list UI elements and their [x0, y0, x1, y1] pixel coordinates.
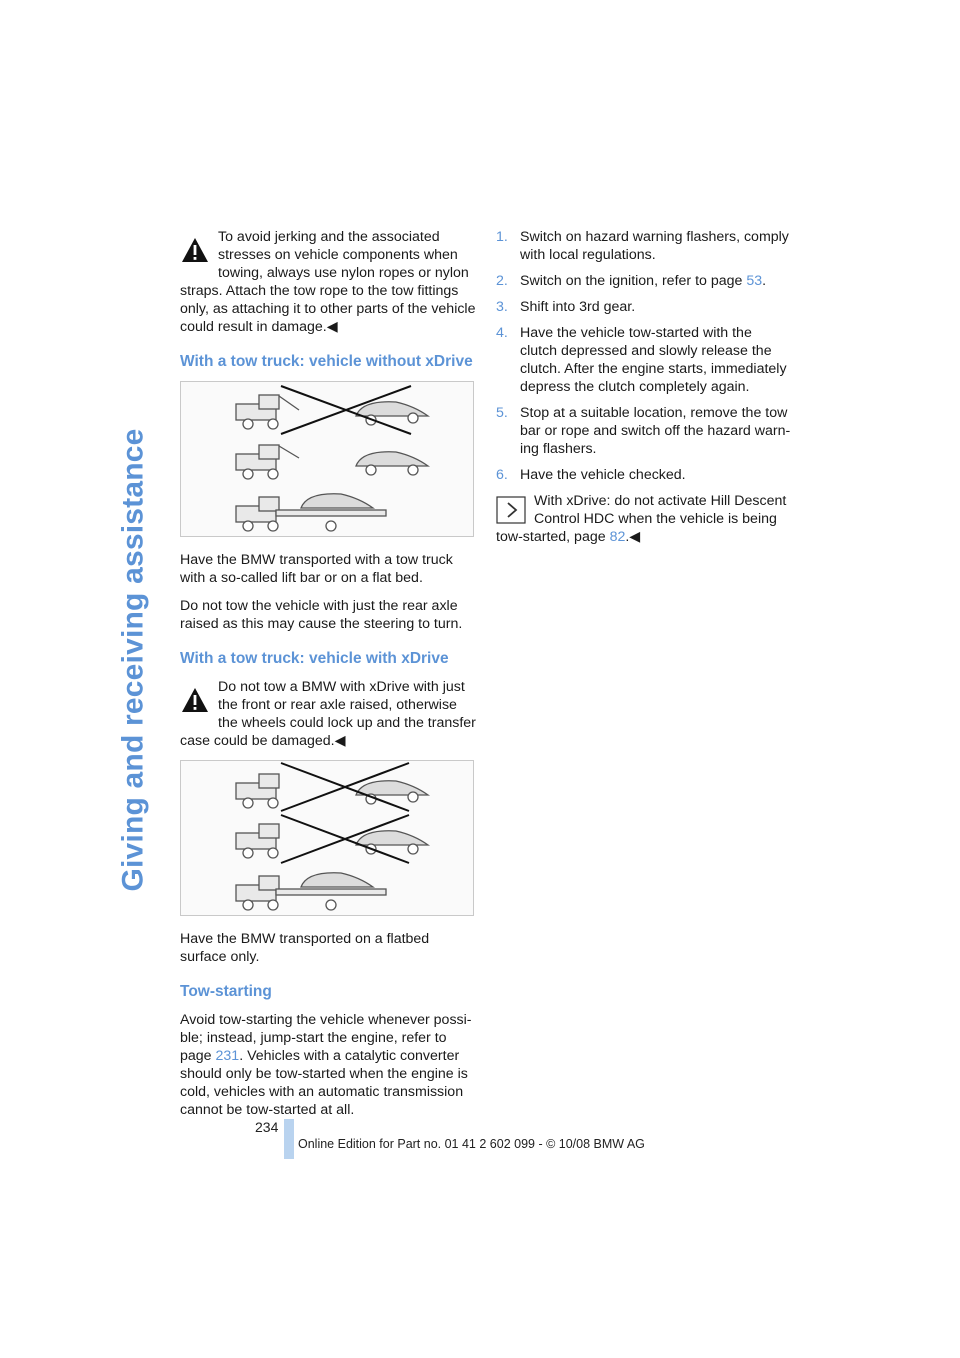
- paragraph-tow-starting: [180, 1011, 476, 1119]
- heading-without-xdrive: With a tow truck: vehicle without xDrive: [180, 353, 473, 370]
- text-segment: Avoid tow-starting the vehicle whenever possi-ble; instead, jump-start the engine, refer to page: [180, 1012, 472, 1064]
- step-item: [496, 466, 792, 484]
- step-item: [496, 228, 792, 264]
- step-number: 4.: [496, 325, 508, 341]
- footer-edition-text: Online Edition for Part no. 01 41 2 602 099 - © 10/08 BMW AG: [298, 1137, 645, 1151]
- warning-text: the front or rear axle raised, otherwise the wheels could lock up and the transfer case could be damaged.: [180, 697, 476, 749]
- step-number: 5.: [496, 405, 508, 421]
- warning-note-xdrive: [180, 678, 476, 750]
- step-number: 6.: [496, 467, 508, 483]
- section-side-title: [104, 230, 164, 1090]
- step-text: Switch on the ignition, refer to page: [520, 273, 747, 289]
- page-link-82[interactable]: 82: [609, 529, 626, 545]
- end-mark: .◀: [625, 529, 641, 545]
- step-number: 2.: [496, 273, 508, 289]
- page-link-231[interactable]: 231: [215, 1048, 240, 1064]
- heading-with-xdrive: With a tow truck: vehicle with xDrive: [180, 650, 449, 667]
- left-column: [180, 228, 476, 1129]
- step-item: [496, 324, 792, 396]
- info-note-hdc: [496, 492, 792, 546]
- note-text: With xDrive: do not activate Hill Descent Control HDC when the vehicle is being tow-started, page: [496, 493, 787, 545]
- step-number: 1.: [496, 229, 508, 245]
- step-text: Switch on hazard warning flashers, comply with local regulations.: [520, 229, 789, 263]
- end-mark: ◀: [334, 733, 346, 749]
- step-item: [496, 298, 792, 316]
- step-item: [496, 404, 792, 458]
- page-link-53[interactable]: 53: [746, 273, 763, 289]
- step-number: 3.: [496, 299, 508, 315]
- warning-text-first-line: To avoid jerking and the associated: [218, 229, 440, 245]
- step-text: Shift into 3rd gear.: [520, 299, 636, 315]
- step-item: [496, 272, 792, 290]
- step-text: Have the vehicle checked.: [520, 467, 686, 483]
- step-text: Have the vehicle tow-started with the clutch depressed and slowly release the clutch. After the engine starts, immediately depress the clutch completely again.: [520, 325, 787, 395]
- info-arrow-icon: [496, 496, 526, 524]
- paragraph-flatbed-only: Have the BMW transported on a flatbed surface only.: [180, 931, 430, 965]
- text-segment: . Vehicles with a catalytic converter should only be tow-started when the engine is cold, vehicles with an automatic transmission cannot be tow-started at all.: [180, 1048, 468, 1118]
- warning-text-first-line: Do not tow a BMW with xDrive with just: [218, 679, 465, 695]
- paragraph-lift-bar: Have the BMW transported with a tow truck with a so-called lift bar or on a flat bed.: [180, 552, 453, 586]
- page-number: 234: [255, 1119, 279, 1135]
- warning-note-tow-rope: [180, 228, 476, 336]
- footer-accent-bar: [284, 1119, 294, 1159]
- section-title-text: Giving and receiving assistance: [117, 428, 150, 892]
- tow-start-steps: [496, 228, 792, 484]
- end-mark: ◀: [326, 319, 338, 335]
- paragraph-rear-axle: Do not tow the vehicle with just the rear axle raised as this may cause the steering to turn.: [180, 598, 463, 632]
- illustration-tow-truck-without-xdrive: [180, 381, 474, 537]
- step-text: Stop at a suitable location, remove the tow bar or rope and switch off the hazard warn-ing flashers.: [520, 405, 791, 457]
- warning-text: stresses on vehicle components when towing, always use nylon ropes or nylon straps. Attach the tow rope to the tow fittings only, as attaching it to other parts of the vehicle could result in damage.: [180, 247, 476, 335]
- step-text-end: .: [762, 273, 767, 289]
- right-column: [496, 228, 792, 556]
- illustration-tow-truck-with-xdrive: [180, 760, 474, 916]
- heading-tow-starting: Tow-starting: [180, 983, 272, 1000]
- warning-triangle-icon: [180, 686, 210, 714]
- warning-triangle-icon: [180, 236, 210, 264]
